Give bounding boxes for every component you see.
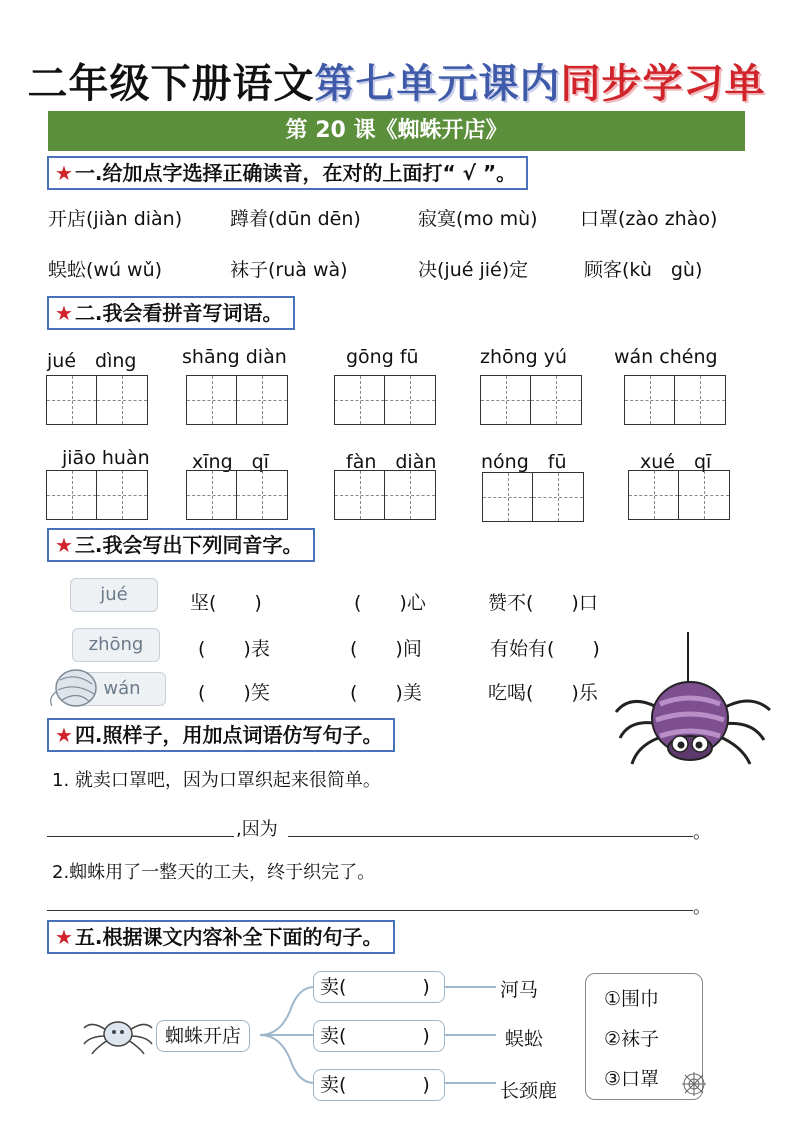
- homophone-blank[interactable]: ( )表: [198, 638, 270, 660]
- section-5-heading: [47, 920, 395, 954]
- title-part2: 第七单元课内: [314, 61, 561, 107]
- pinyin-5: wán chéng: [614, 346, 718, 368]
- star-icon: ★: [55, 161, 73, 185]
- homophone-blank[interactable]: ( )美: [350, 682, 422, 704]
- because-label: ,因为: [236, 819, 278, 840]
- pronunciation-item-3: 寂寞(mo mù): [418, 208, 538, 230]
- writing-grid[interactable]: [186, 375, 288, 425]
- section-3-text: 三.我会写出下列同音字。: [74, 533, 303, 557]
- pronunciation-item-2: 蹲着(dūn dēn): [230, 208, 361, 230]
- writing-grid[interactable]: [334, 470, 436, 520]
- homophone-blank[interactable]: ( )笑: [198, 682, 270, 704]
- title-part3: 同步学习单: [560, 61, 766, 107]
- question-1: 1. 就卖口罩吧，因为口罩织起来很简单。: [52, 770, 381, 791]
- section-2-text: 二.我会看拼音写词语。: [74, 301, 283, 325]
- customer-3: 长颈鹿: [500, 1080, 558, 1102]
- answer-line[interactable]: [47, 836, 234, 837]
- small-spider-icon: [80, 1006, 156, 1056]
- pinyin-7: xīng qī: [192, 451, 269, 473]
- mindmap-center: 蜘蛛开店: [156, 1020, 250, 1052]
- writing-grid[interactable]: [628, 470, 730, 520]
- mindmap-branch-2[interactable]: 卖( ): [313, 1020, 445, 1052]
- star-icon: ★: [55, 301, 73, 325]
- title-part1: 二年级下册语文: [27, 61, 315, 107]
- pinyin-10: xué qī: [640, 451, 712, 473]
- pinyin-8: fàn diàn: [346, 451, 437, 473]
- option-1: ①围巾: [604, 988, 660, 1010]
- pronunciation-item-4: 口罩(zào zhào): [580, 208, 718, 230]
- option-3: ③口罩: [604, 1068, 660, 1090]
- homophone-blank[interactable]: 吃喝( )乐: [488, 682, 598, 704]
- homophone-blank[interactable]: 赞不( )口: [488, 592, 598, 614]
- pronunciation-item-6: 袜子(ruà wà): [230, 259, 348, 281]
- customer-2: 蜈蚣: [505, 1028, 544, 1050]
- customer-1: 河马: [500, 979, 539, 1001]
- star-icon: ★: [55, 723, 73, 747]
- pinyin-tag-jue: jué: [70, 578, 158, 612]
- web-icon: [680, 1070, 708, 1098]
- option-2: ②袜子: [604, 1028, 660, 1050]
- mindmap-branch-1[interactable]: 卖( ): [313, 971, 445, 1003]
- section-3-heading: [47, 528, 315, 562]
- pinyin-4: zhōng yú: [480, 346, 568, 368]
- spider-icon: [612, 632, 782, 772]
- page-title: [0, 52, 793, 109]
- writing-grid[interactable]: [482, 472, 584, 522]
- pinyin-tag-wan: wán: [78, 672, 166, 706]
- writing-grid[interactable]: [624, 375, 726, 425]
- pronunciation-item-1: 开店(jiàn diàn): [48, 208, 183, 230]
- section-1-text: 一.给加点字选择正确读音，在对的上面打“ √ ”。: [74, 161, 517, 185]
- pronunciation-item-7: 决(jué jié)定: [418, 259, 529, 281]
- pinyin-6: jiāo huàn: [62, 447, 150, 469]
- section-1-heading: [47, 156, 528, 190]
- homophone-blank[interactable]: ( )间: [350, 638, 422, 660]
- pinyin-tag-zhong: zhōng: [72, 628, 160, 662]
- section-2-heading: [47, 296, 295, 330]
- pinyin-3: gōng fū: [346, 346, 419, 368]
- homophone-blank[interactable]: ( )心: [354, 592, 426, 614]
- pinyin-9: nóng fū: [481, 451, 567, 473]
- pinyin-2: shāng diàn: [182, 346, 287, 368]
- writing-grid[interactable]: [334, 375, 436, 425]
- pinyin-1: jué dìng: [47, 350, 137, 372]
- lesson-bar: 第 20 课《蜘蛛开店》: [48, 111, 745, 151]
- end-mark: 。: [693, 897, 711, 918]
- mindmap-branch-3[interactable]: 卖( ): [313, 1069, 445, 1101]
- answer-line[interactable]: [288, 836, 693, 837]
- star-icon: ★: [55, 925, 73, 949]
- section-4-text: 四.照样子，用加点词语仿写句子。: [74, 723, 383, 747]
- star-icon: ★: [55, 533, 73, 557]
- answer-line[interactable]: [47, 910, 693, 911]
- section-5-text: 五.根据课文内容补全下面的句子。: [74, 925, 383, 949]
- pronunciation-item-8: 顾客(kù gù): [584, 259, 703, 281]
- writing-grid[interactable]: [480, 375, 582, 425]
- writing-grid[interactable]: [186, 470, 288, 520]
- yarn-ball-icon: [42, 664, 100, 710]
- writing-grid[interactable]: [46, 375, 148, 425]
- end-mark: 。: [693, 822, 711, 843]
- question-2: 2.蜘蛛用了一整天的工夫，终于织完了。: [52, 862, 376, 883]
- homophone-blank[interactable]: 坚( ): [190, 592, 262, 614]
- writing-grid[interactable]: [46, 470, 148, 520]
- pronunciation-item-5: 蜈蚣(wú wǔ): [48, 259, 163, 281]
- section-4-heading: [47, 718, 395, 752]
- homophone-blank[interactable]: 有始有( ): [490, 638, 600, 660]
